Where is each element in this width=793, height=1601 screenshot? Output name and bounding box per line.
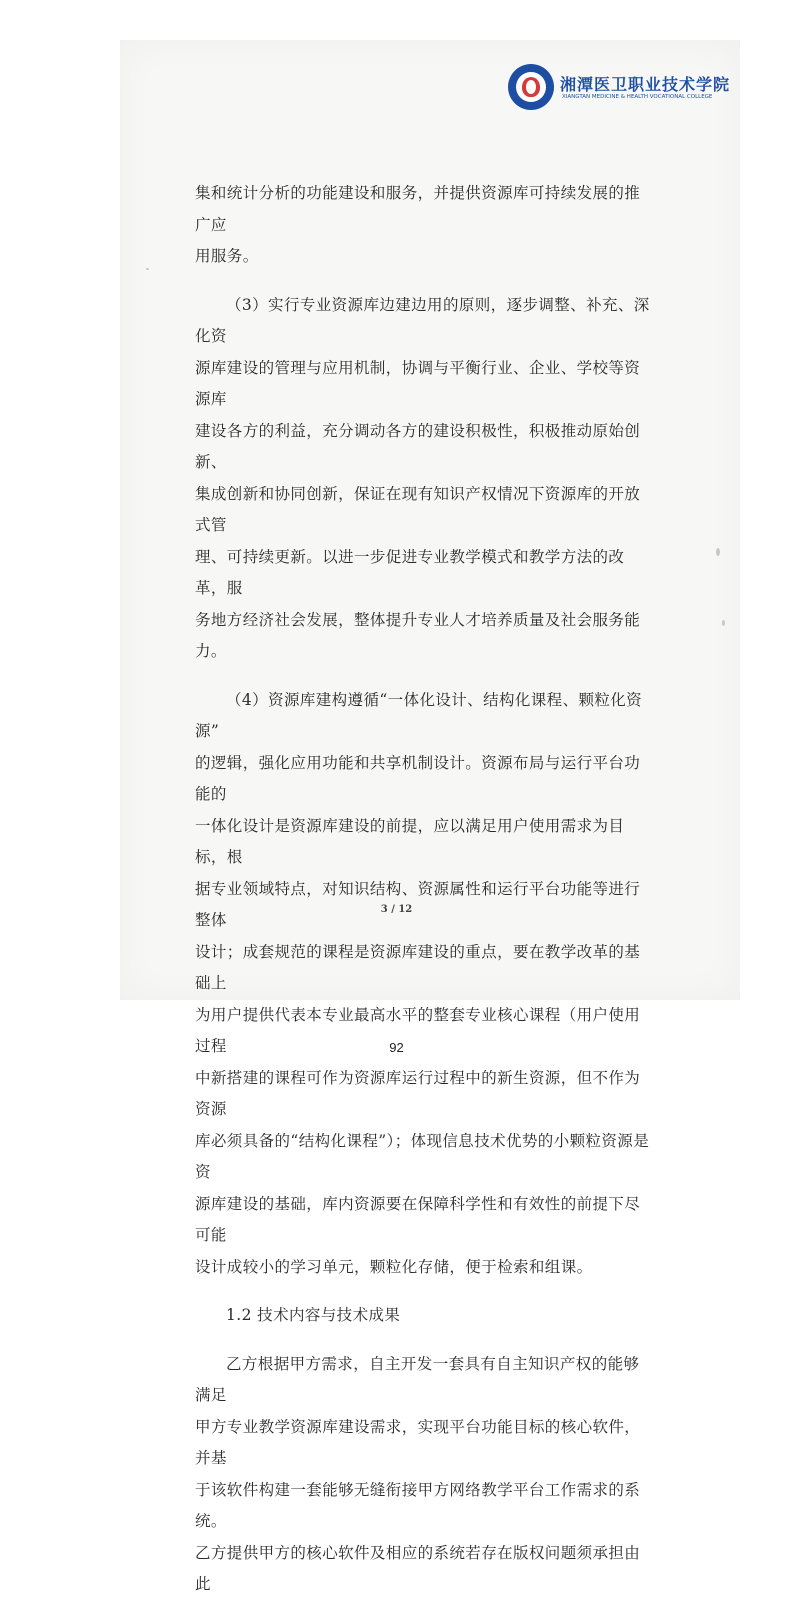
section-heading: 1.2 技术内容与技术成果 (226, 1306, 401, 1324)
scan-speck (722, 620, 725, 626)
text-line: 集和统计分析的功能建设和服务，并提供资源库可持续发展的推广应 (195, 184, 641, 234)
text-line: 据专业领域特点，对知识结构、资源属性和运行平台功能等进行整体 (195, 879, 641, 929)
text-line: （3）实行专业资源库边建边用的原则，逐步调整、补充、深化资 (195, 295, 650, 345)
paragraph-3 (195, 685, 655, 1284)
scan-speck (146, 268, 149, 270)
text-line: 中新搭建的课程可作为资源库运行过程中的新生资源，但不作为资源 (195, 1068, 641, 1118)
text-line: 集成创新和协同创新，保证在现有知识产权情况下资源库的开放式管 (195, 484, 641, 534)
text-line: 理、可持续更新。以进一步促进专业教学模式和教学方法的改革，服 (195, 547, 625, 597)
text-line: 乙方根据甲方需求，自主开发一套具有自主知识产权的能够满足 (195, 1354, 640, 1404)
paragraph-1 (195, 178, 655, 273)
scan-page-counter: 3 / 12 (380, 904, 413, 915)
paragraph-2 (195, 290, 655, 668)
text-line: 库必须具备的“结构化课程”）；体现信息技术优势的小颗粒资源是资 (195, 1131, 650, 1181)
scan-speck (716, 548, 720, 556)
text-line: 为用户提供代表本专业最高水平的整套专业核心课程（用户使用过程 (195, 1005, 641, 1055)
logo-name-cn: 湘潭医卫职业技术学院 (560, 75, 731, 94)
text-line: 用服务。 (195, 247, 259, 265)
document-body (195, 178, 655, 1601)
text-line: 源库建设的管理与应用机制，协调与平衡行业、企业、学校等资源库 (195, 358, 641, 408)
college-seal-icon (508, 64, 554, 110)
logo-name-en: XIANGTAN MEDICINE & HEALTH VOCATIONAL COLLEGE (562, 94, 713, 100)
college-logo (508, 64, 748, 112)
text-line: 的逻辑，强化应用功能和共享机制设计。资源布局与运行平台功能的 (195, 753, 641, 803)
text-line: 建设各方的利益，充分调动各方的建设积极性，积极推动原始创新、 (195, 421, 641, 471)
text-line: 源库建设的基础，库内资源要在保障科学性和有效性的前提下尽可能 (195, 1194, 641, 1244)
text-line: 乙方提供甲方的核心软件及相应的系统若存在版权问题须承担由此 (195, 1543, 641, 1593)
text-line: 设计；成套规范的课程是资源库建设的重点，要在教学改革的基础上 (195, 942, 641, 992)
text-line: （4）资源库建构遵循“一体化设计、结构化课程、颗粒化资源” (195, 690, 643, 740)
paragraph-4 (195, 1349, 655, 1601)
text-line: 设计成较小的学习单元，颗粒化存储，便于检索和组课。 (195, 1257, 593, 1276)
text-line: 甲方专业教学资源库建设需求，实现平台功能目标的核心软件，并基 (195, 1417, 641, 1467)
text-line: 务地方经济社会发展，整体提升专业人才培养质量及社会服务能力。 (195, 610, 641, 660)
text-line: 一体化设计是资源库建设的前提，应以满足用户使用需求为目标，根 (195, 816, 625, 866)
page-number: 92 (389, 1040, 404, 1055)
text-line: 于该软件构建一套能够无缝衔接甲方网络教学平台工作需求的系统。 (195, 1480, 641, 1530)
